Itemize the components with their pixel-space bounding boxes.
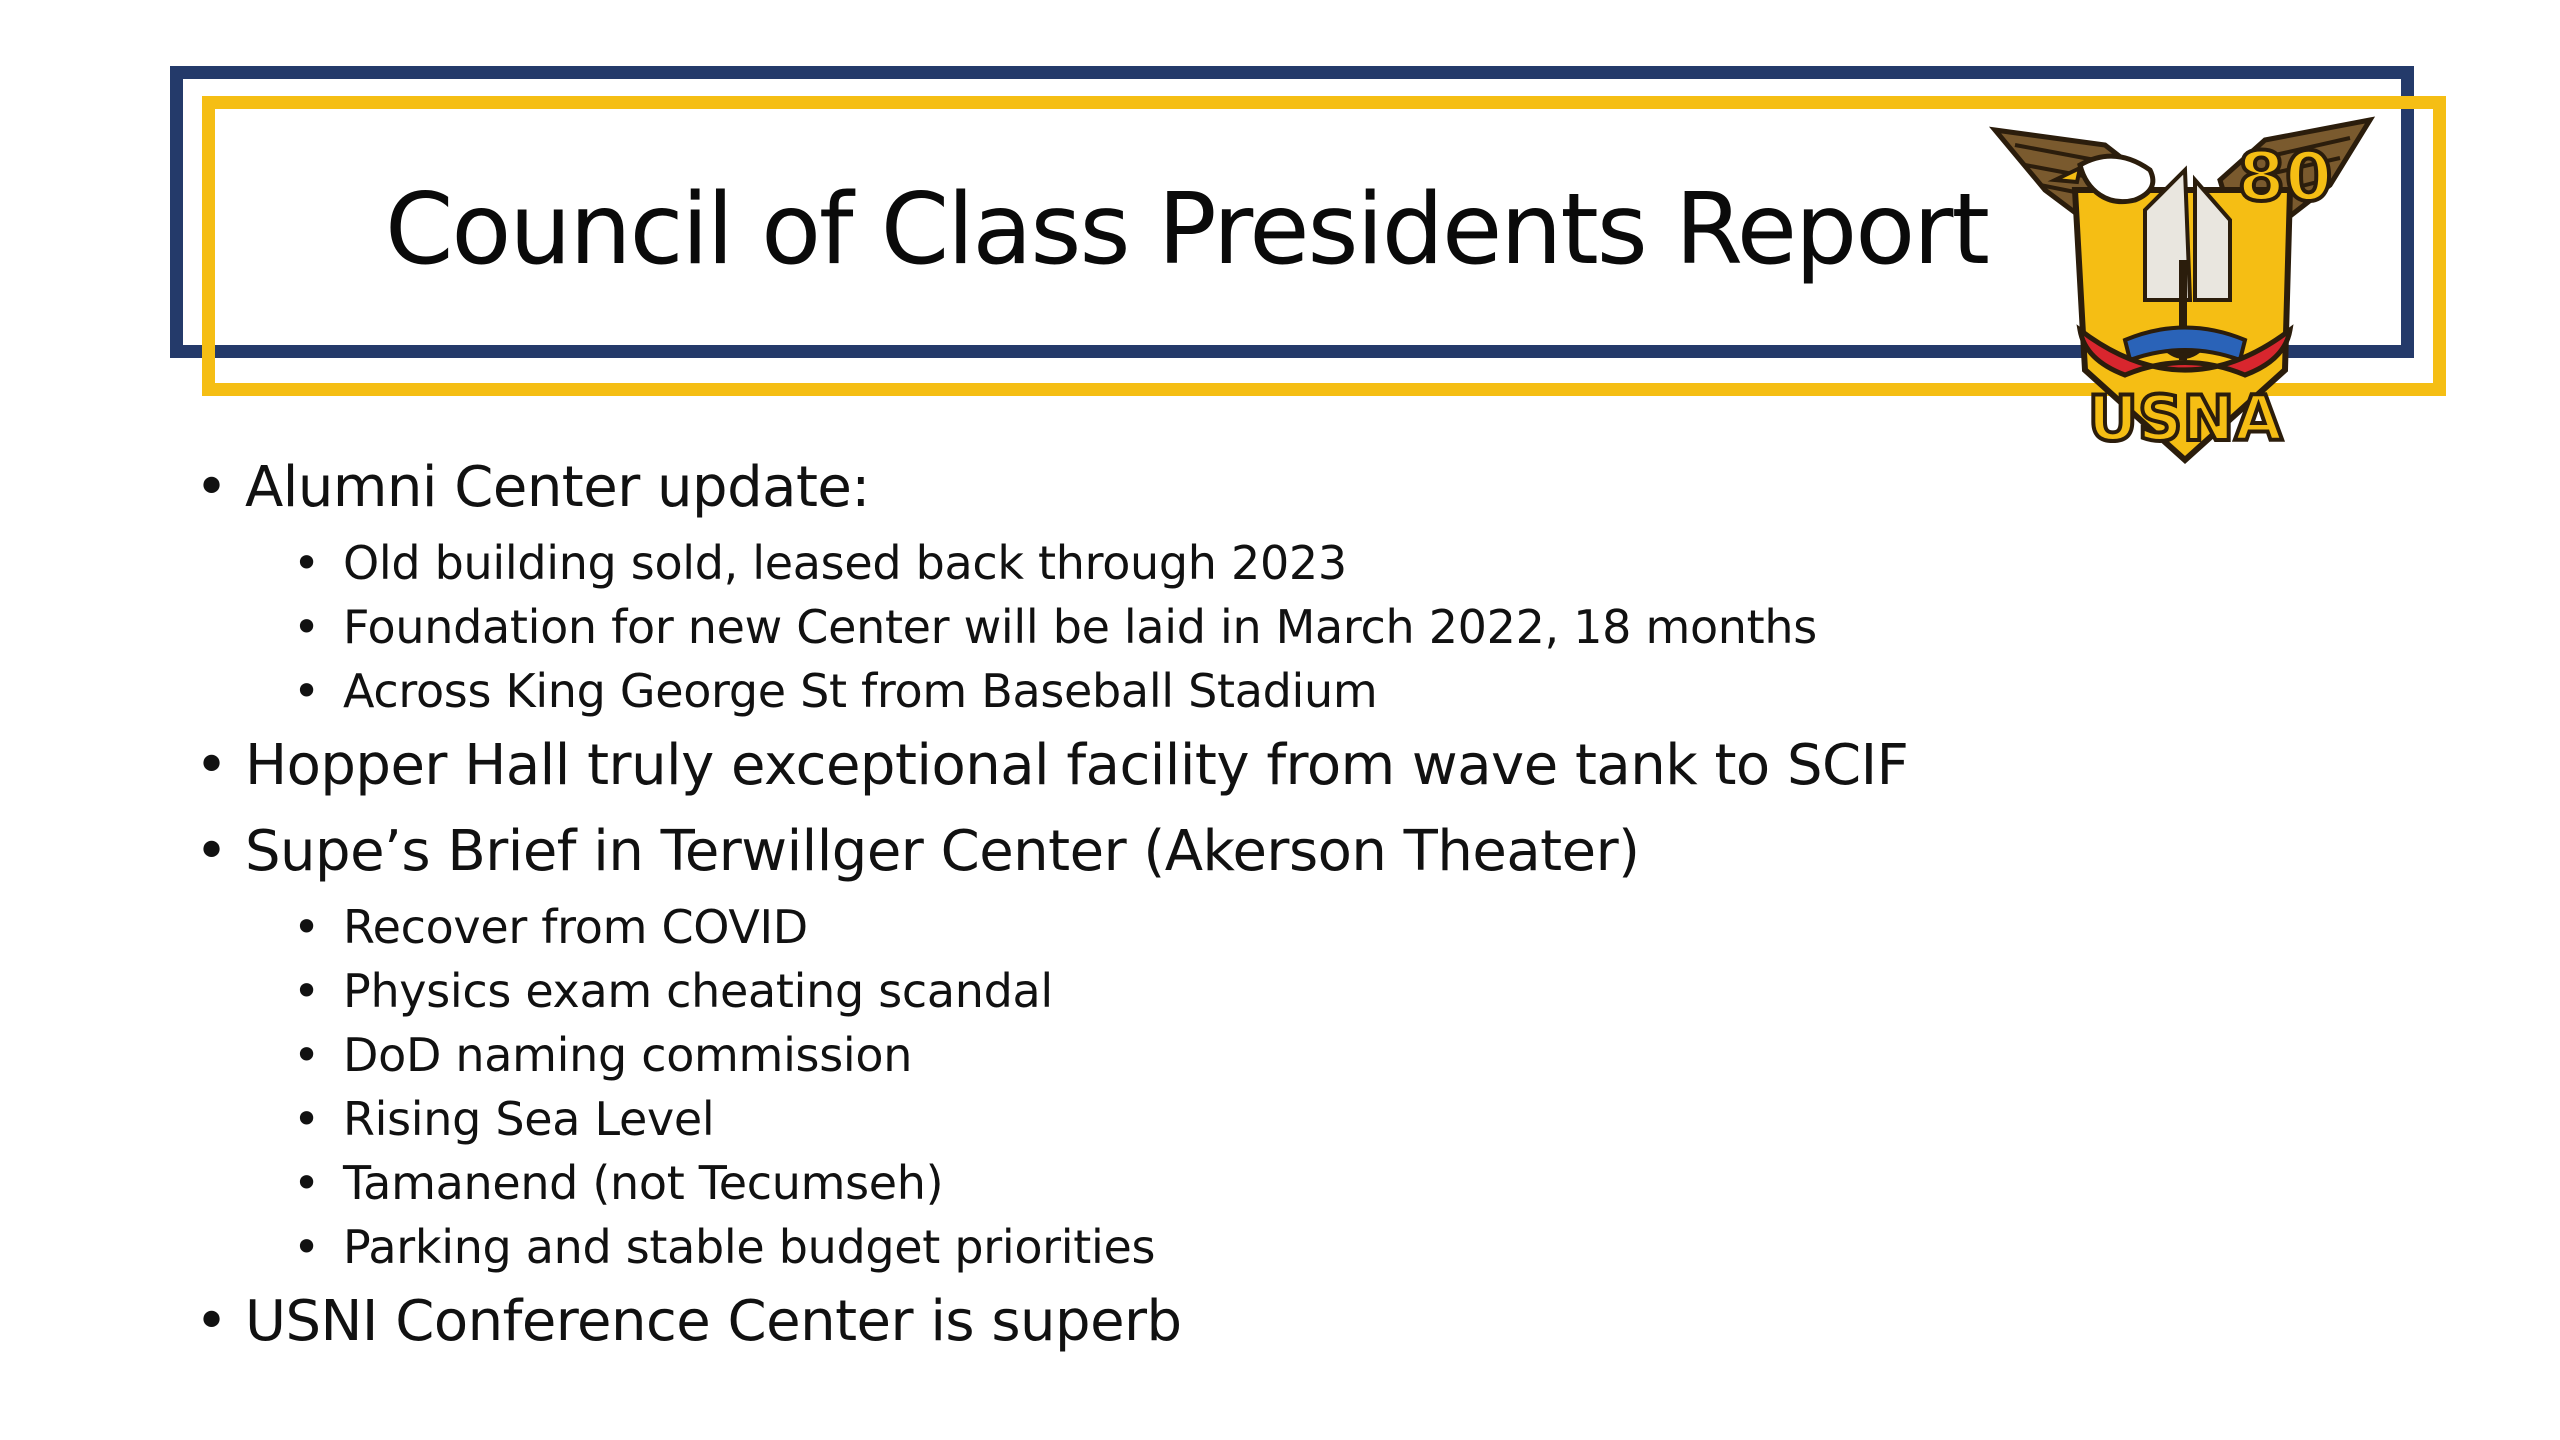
usna-class-crest-icon bbox=[1985, 110, 2380, 480]
bullet-glyph: • bbox=[293, 964, 320, 1018]
bullet-glyph: • bbox=[195, 455, 228, 520]
svg-text:80: 80 bbox=[2237, 138, 2333, 217]
sub-bullet-item bbox=[195, 1215, 2395, 1279]
sub-bullet-text: Old building sold, leased back through 2023 bbox=[343, 536, 1347, 590]
sub-bullet-item bbox=[195, 531, 2395, 595]
sub-bullet-text: Rising Sea Level bbox=[343, 1092, 715, 1146]
bullet-glyph: • bbox=[293, 1156, 320, 1210]
bullet-glyph: • bbox=[293, 1220, 320, 1274]
sub-bullet-item bbox=[195, 595, 2395, 659]
bullet-glyph: • bbox=[293, 900, 320, 954]
sub-bullet-text: Parking and stable budget priorities bbox=[343, 1220, 1156, 1274]
sub-bullet-text: DoD naming commission bbox=[343, 1028, 913, 1082]
sub-bullet-text: Recover from COVID bbox=[343, 900, 808, 954]
bullet-glyph: • bbox=[293, 664, 320, 718]
bullet-glyph: • bbox=[293, 536, 320, 590]
slide-title: Council of Class Presidents Report bbox=[385, 173, 1988, 287]
sub-bullet-item bbox=[195, 895, 2395, 959]
bullet-glyph: • bbox=[195, 819, 228, 884]
bullet-item bbox=[195, 445, 2395, 531]
bullet-glyph: • bbox=[195, 733, 228, 798]
sub-bullet-item bbox=[195, 1023, 2395, 1087]
sub-bullet-text: Physics exam cheating scandal bbox=[343, 964, 1053, 1018]
bullet-item bbox=[195, 1279, 2395, 1365]
bullet-text: USNI Conference Center is superb bbox=[245, 1289, 1182, 1354]
bullet-text: Alumni Center update: bbox=[245, 455, 870, 520]
sub-bullet-item bbox=[195, 659, 2395, 723]
bullet-text: Hopper Hall truly exceptional facility from wave tank to SCIF bbox=[245, 733, 1909, 798]
sub-bullet-item bbox=[195, 1151, 2395, 1215]
bullet-glyph: • bbox=[195, 1289, 228, 1354]
sub-bullet-text: Tamanend (not Tecumseh) bbox=[343, 1156, 944, 1210]
sub-bullet-item bbox=[195, 959, 2395, 1023]
sub-bullet-item bbox=[195, 1087, 2395, 1151]
bullet-item bbox=[195, 809, 2395, 895]
bullet-text: Supe’s Brief in Terwillger Center (Akerson Theater) bbox=[245, 819, 1640, 884]
bullet-glyph: • bbox=[293, 1028, 320, 1082]
bullet-list bbox=[195, 445, 2395, 1365]
bullet-glyph: • bbox=[293, 1092, 320, 1146]
sub-bullet-text: Foundation for new Center will be laid in March 2022, 18 months bbox=[343, 600, 1817, 654]
bullet-item bbox=[195, 723, 2395, 809]
svg-text:USNA: USNA bbox=[2087, 382, 2283, 455]
sub-bullet-text: Across King George St from Baseball Stadium bbox=[343, 664, 1378, 718]
bullet-glyph: • bbox=[293, 600, 320, 654]
